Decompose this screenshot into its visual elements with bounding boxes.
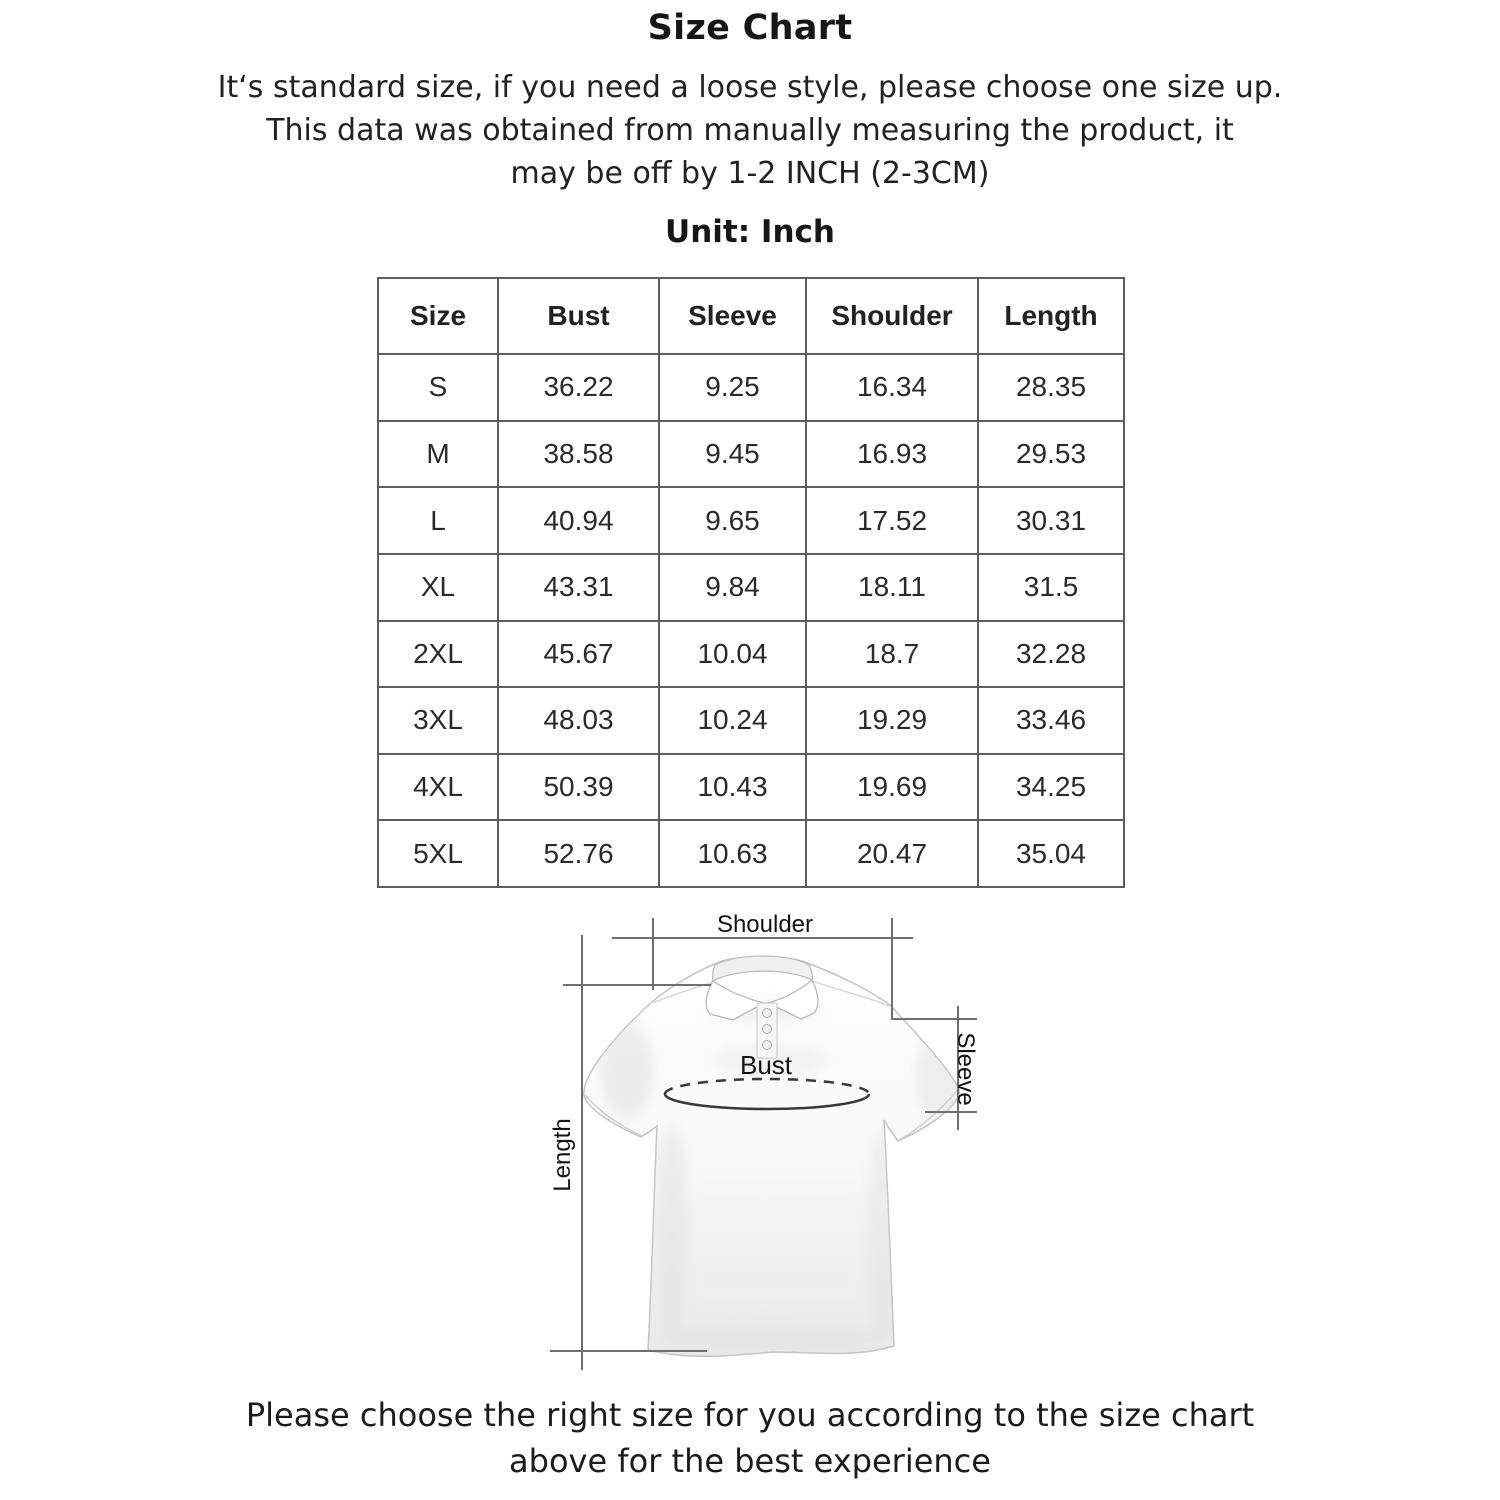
placket-buttons xyxy=(763,1009,772,1050)
table-cell: 10.43 xyxy=(659,754,806,821)
table-cell: 29.53 xyxy=(978,421,1124,488)
polo-shirt-measurement-diagram xyxy=(520,895,1020,1440)
table-cell: L xyxy=(378,487,498,554)
table-cell: 19.69 xyxy=(806,754,978,821)
table-row-m xyxy=(378,421,1124,488)
column-header-sleeve: Sleeve xyxy=(659,278,806,354)
table-cell: 48.03 xyxy=(498,687,659,754)
polo-shirt-illustration xyxy=(584,956,964,1356)
size-note-line-2: This data was obtained from manually measuring the product, it xyxy=(266,113,1234,148)
table-cell: 18.11 xyxy=(806,554,978,621)
size-note xyxy=(0,66,1500,195)
table-cell: 52.76 xyxy=(498,820,659,887)
size-note-line-3: may be off by 1-2 INCH (2-3CM) xyxy=(510,156,990,191)
table-row-4xl xyxy=(378,754,1124,821)
table-cell: 28.35 xyxy=(978,354,1124,421)
table-cell: M xyxy=(378,421,498,488)
sleeve-dim-label: Sleeve xyxy=(952,1032,979,1106)
table-row-s xyxy=(378,354,1124,421)
table-cell: 19.29 xyxy=(806,687,978,754)
table-cell: XL xyxy=(378,554,498,621)
table-cell: 2XL xyxy=(378,621,498,688)
table-row-l xyxy=(378,487,1124,554)
table-cell: 38.58 xyxy=(498,421,659,488)
table-row-xl xyxy=(378,554,1124,621)
column-header-shoulder: Shoulder xyxy=(806,278,978,354)
table-cell: 9.65 xyxy=(659,487,806,554)
table-row-2xl xyxy=(378,621,1124,688)
size-table xyxy=(377,277,1125,888)
table-row-3xl xyxy=(378,687,1124,754)
bust-dim-label: Bust xyxy=(739,1050,793,1080)
table-cell: 17.52 xyxy=(806,487,978,554)
footer-note xyxy=(0,1392,1500,1484)
footer-note-line-2: above for the best experience xyxy=(509,1442,991,1480)
table-cell: 43.31 xyxy=(498,554,659,621)
length-dim-label: Length xyxy=(549,1118,576,1192)
footer-note-line-1: Please choose the right size for you according to the size chart xyxy=(245,1396,1255,1434)
table-cell: 20.47 xyxy=(806,820,978,887)
table-cell: 10.63 xyxy=(659,820,806,887)
table-cell: 30.31 xyxy=(978,487,1124,554)
table-cell: 36.22 xyxy=(498,354,659,421)
size-note-line-1: It‘s standard size, if you need a loose style, please choose one size up. xyxy=(217,70,1283,105)
table-cell: 9.45 xyxy=(659,421,806,488)
column-header-length: Length xyxy=(978,278,1124,354)
column-header-bust: Bust xyxy=(498,278,659,354)
table-cell: S xyxy=(378,354,498,421)
shoulder-dim-label: Shoulder xyxy=(716,911,814,938)
size-table-header-row xyxy=(378,278,1124,354)
table-cell: 5XL xyxy=(378,820,498,887)
table-cell: 10.04 xyxy=(659,621,806,688)
table-row-5xl xyxy=(378,820,1124,887)
page-title: Size Chart xyxy=(647,8,853,48)
table-cell: 9.25 xyxy=(659,354,806,421)
table-cell: 10.24 xyxy=(659,687,806,754)
table-cell: 45.67 xyxy=(498,621,659,688)
table-cell: 31.5 xyxy=(978,554,1124,621)
table-cell: 33.46 xyxy=(978,687,1124,754)
table-cell: 35.04 xyxy=(978,820,1124,887)
table-cell: 40.94 xyxy=(498,487,659,554)
table-cell: 4XL xyxy=(378,754,498,821)
table-cell: 50.39 xyxy=(498,754,659,821)
table-cell: 3XL xyxy=(378,687,498,754)
table-cell: 18.7 xyxy=(806,621,978,688)
table-cell: 32.28 xyxy=(978,621,1124,688)
table-cell: 16.34 xyxy=(806,354,978,421)
column-header-size: Size xyxy=(378,278,498,354)
table-cell: 16.93 xyxy=(806,421,978,488)
unit-label: Unit: Inch xyxy=(665,214,835,250)
table-cell: 9.84 xyxy=(659,554,806,621)
table-cell: 34.25 xyxy=(978,754,1124,821)
